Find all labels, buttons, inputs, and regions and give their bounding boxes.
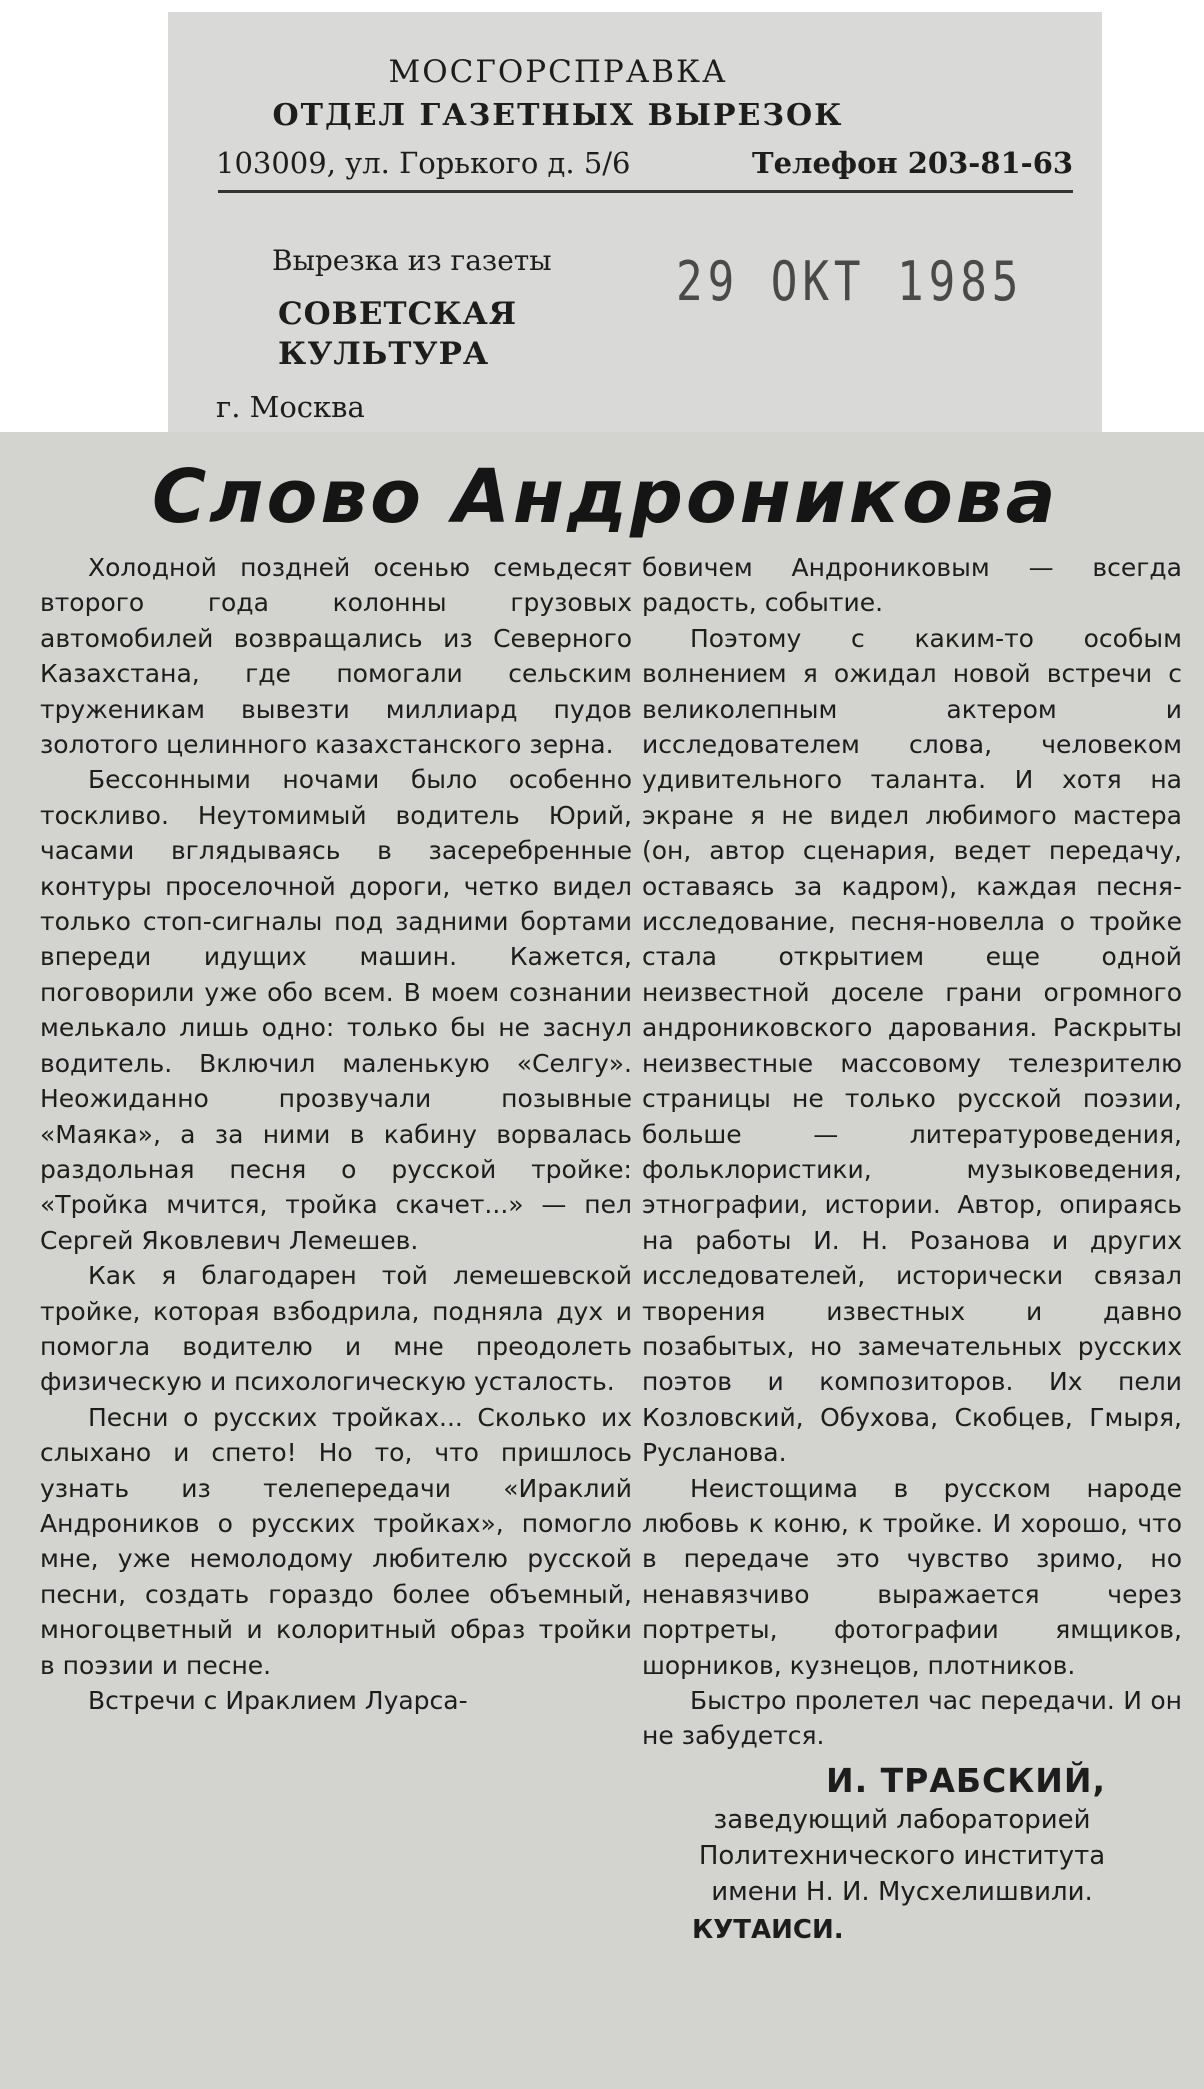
article-headline: Слово Андроникова xyxy=(152,454,1059,540)
author-name: И. ТРАБСКИЙ, xyxy=(826,1760,1106,1800)
paragraph: Встречи с Ираклием Луарса- xyxy=(88,1686,468,1715)
paragraph: Неистощима в русском народе любовь к коню, к тройке. И хорошо, что в передаче это чувство зримо, но ненавязчиво выражается через портреты, фотографии ямщиков, шорников, кузнецов, плотников. xyxy=(642,1473,1182,1680)
newspaper-name-line2: КУЛЬТУРА xyxy=(278,336,490,372)
newspaper-name-line1: СОВЕТСКАЯ xyxy=(278,296,518,332)
newspaper-name xyxy=(278,294,518,374)
author-position-1: заведующий лабораторией xyxy=(713,1804,1091,1835)
clip-label: Вырезка из газеты xyxy=(272,244,552,277)
article-left-column xyxy=(40,550,632,1718)
newspaper-city: г. Москва xyxy=(216,390,365,424)
agency-address: 103009, ул. Горького д. 5/6 xyxy=(216,146,631,180)
clipping-header xyxy=(168,12,1102,432)
article-right-column xyxy=(642,550,1182,1950)
paragraph: Быстро пролетел час передачи. И он не забудется. xyxy=(642,1686,1182,1751)
paragraph: Холодной поздней осенью семьдесят второго года колонны грузовых автомобилей возвращались из Северного Казахстана, где помогали сельским труженикам вывезти миллиард пудов золотого целинного казахстанского зерна. xyxy=(40,553,632,760)
author-position-3: имени Н. И. Мусхелишвили. xyxy=(711,1876,1093,1907)
paragraph: Песни о русских тройках... Сколько их слыхано и спето! Но то, что пришлось узнать из телепередачи «Ираклий Андроников о русских тройках», помогло мне, уже немолодому любителю русской песни, создать гораздо более объемный, многоцветный и колоритный образ тройки в поэзии и песне. xyxy=(40,1402,632,1680)
author-position-2: Политехнического института xyxy=(698,1840,1106,1871)
author-city: КУТАИСИ. xyxy=(692,1914,844,1945)
paragraph: Поэтому с каким-то особым волнением я ожидал новой встречи с великолепным актером и исследователем слова, человеком удивительного таланта. И хотя на экране я не видел любимого мастера (он, автор сценария, ведет передачу, оставаясь за кадром), каждая песня-исследование, песня-новелла о тройке стала открытием еще одной неизвестной доселе грани огромного андрониковского дарования. Раскрыты неизвестные массовому телезрителю страницы не только русской поэзии, больше — литературоведения, фольклористики, музыковедения, этнографии, истории. Автор, опираясь на работы И. Н. Розанова и других исследователей, исторически связал творения известных и давно позабытых, но замечательных русских поэтов и композиторов. Их пели Козловский, Обухова, Скобцев, Гмыря, Русланова. xyxy=(642,623,1182,1468)
agency-name: МОСГОРСПРАВКА xyxy=(388,54,728,90)
paragraph: Бессонными ночами было особенно тоскливо. Неутомимый водитель Юрий, часами вглядываясь в засеребренные контуры проселочной дороги, четко видел только стоп-сигналы под задними бортами впереди идущих машин. Кажется, поговорили уже обо всем. В моем сознании мелькало лишь одно: только бы не заснул водитель. Включил маленькую «Селгу». Неожиданно прозвучали позывные «Маяка», а за ними в кабину ворвалась раздольная песня о русской тройке: «Тройка мчится, тройка скачет...» — пел Сергей Яковлевич Лемешев. xyxy=(40,765,632,1255)
article-clipping xyxy=(0,432,1204,2089)
paragraph: Как я благодарен той лемешевской тройке, которая взбодрила, подняла дух и помогла водителю и мне преодолеть физическую и психологическую усталость. xyxy=(40,1261,632,1397)
agency-phone: Телефон 203-81-63 xyxy=(752,146,1074,180)
date-stamp: 29 ОКТ 1985 xyxy=(676,250,1024,313)
department-name: ОТДЕЛ ГАЗЕТНЫХ ВЫРЕЗОК xyxy=(272,98,844,133)
paragraph-continuation: бовичем Андрониковым — всегда радость, событие. xyxy=(642,553,1182,618)
header-divider xyxy=(218,190,1073,193)
